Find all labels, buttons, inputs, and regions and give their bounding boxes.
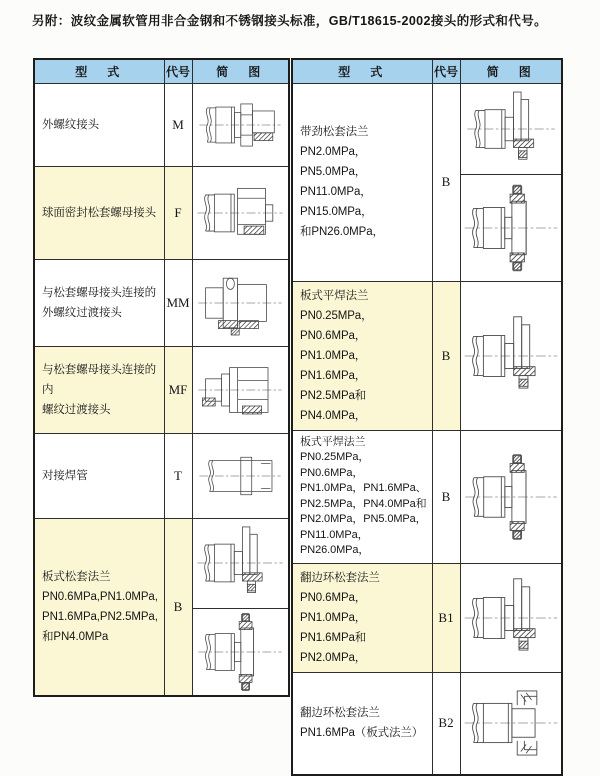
row-plate-weld-flange-2 bbox=[292, 430, 562, 563]
butt-weld-pipe-drawing bbox=[192, 433, 289, 518]
type-cell: 板式松套法兰 PN0.6MPa,PN1.0MPa, PN1.6MPa,PN2.5MPa, 和PN4.0MPa bbox=[34, 518, 164, 696]
type-cell: 外螺纹接头 bbox=[34, 83, 164, 166]
neck-loose-flange-drawing-bottom bbox=[460, 174, 562, 281]
row-flared-ring-b2 bbox=[292, 672, 562, 775]
type-cell: 带劲松套法兰 PN2.0MPa，PN5.0MPa， PN11.0MPa，PN15.0MPa， 和PN26.0MPa， bbox=[292, 83, 432, 281]
code-cell: F bbox=[164, 166, 192, 259]
code-cell: M bbox=[164, 83, 192, 166]
header-row bbox=[34, 59, 289, 83]
type-cell: 与松套螺母接头连接的 外螺纹过渡接头 bbox=[34, 259, 164, 346]
plate-weld-flange-drawing-2 bbox=[460, 430, 562, 563]
code-cell: T bbox=[164, 433, 192, 518]
header-row bbox=[292, 59, 562, 83]
row-mm-transition bbox=[34, 259, 289, 346]
plate-loose-flange-drawing-bottom bbox=[192, 608, 289, 696]
code-cell: B2 bbox=[432, 672, 460, 775]
type-cell: 翻边环松套法兰 PN0.6MPa，PN1.0MPa， PN1.6MPa和PN2.0MPa， bbox=[292, 563, 432, 672]
type-cell: 板式平焊法兰 PN0.25MPa，PN0.6MPa， PN1.0MPa，PN1.6MPa， PN2.5MPa和PN4.0MPa， bbox=[292, 281, 432, 430]
row-mf-transition bbox=[34, 346, 289, 433]
spherical-seal-loose-nut-fitting-drawing bbox=[192, 166, 289, 259]
male-thread-transition-fitting-drawing bbox=[192, 259, 289, 346]
male-thread-fitting-drawing bbox=[192, 83, 289, 166]
col-header-type: 型 式 bbox=[34, 59, 164, 83]
row-spherical-nut bbox=[34, 166, 289, 259]
fittings-table-left bbox=[33, 58, 290, 697]
row-butt-weld bbox=[34, 433, 289, 518]
col-header-code: 代号 bbox=[164, 59, 192, 83]
type-cell: 对接焊管 bbox=[34, 433, 164, 518]
col-header-diagram: 简 图 bbox=[192, 59, 289, 83]
flared-ring-loose-flange-b2-drawing bbox=[460, 672, 562, 775]
row-plate-weld-flange-1 bbox=[292, 281, 562, 430]
type-cell: 球面密封松套螺母接头 bbox=[34, 166, 164, 259]
code-cell: B bbox=[432, 281, 460, 430]
col-header-diagram: 简 图 bbox=[460, 59, 562, 83]
type-cell: 与松套螺母接头连接的内 螺纹过渡接头 bbox=[34, 346, 164, 433]
female-thread-transition-fitting-drawing bbox=[192, 346, 289, 433]
plate-weld-flange-drawing-1 bbox=[460, 281, 562, 430]
fittings-table-right bbox=[291, 58, 563, 776]
row-flared-ring-b1 bbox=[292, 563, 562, 672]
code-cell: MF bbox=[164, 346, 192, 433]
code-cell: B bbox=[432, 83, 460, 281]
row-neck-loose-flange bbox=[292, 83, 562, 174]
row-male-thread bbox=[34, 83, 289, 166]
type-cell: 板式平焊法兰 PN0.25MPa，PN0.6MPa， PN1.0MPa，PN1.6MPa、 PN2.5MPa，PN4.0MPa和 PN2.0MPa，PN5.0MPa， PN11.0MPa，PN26.0MPa， bbox=[292, 430, 432, 563]
row-plate-loose-flange bbox=[34, 518, 289, 608]
col-header-code: 代号 bbox=[432, 59, 460, 83]
code-cell: B bbox=[164, 518, 192, 696]
type-cell: 翻边环松套法兰 PN1.6MPa（板式法兰） bbox=[292, 672, 432, 775]
neck-loose-flange-drawing-top bbox=[460, 83, 562, 174]
code-cell: B bbox=[432, 430, 460, 563]
flared-ring-loose-flange-b1-drawing bbox=[460, 563, 562, 672]
code-cell: B1 bbox=[432, 563, 460, 672]
plate-loose-flange-drawing-top bbox=[192, 518, 289, 608]
code-cell: MM bbox=[164, 259, 192, 346]
page-title: 另附：波纹金属软管用非合金钢和不锈钢接头标准，GB/T18615-2002接头的形式和代号。 bbox=[32, 14, 547, 28]
col-header-type: 型 式 bbox=[292, 59, 432, 83]
